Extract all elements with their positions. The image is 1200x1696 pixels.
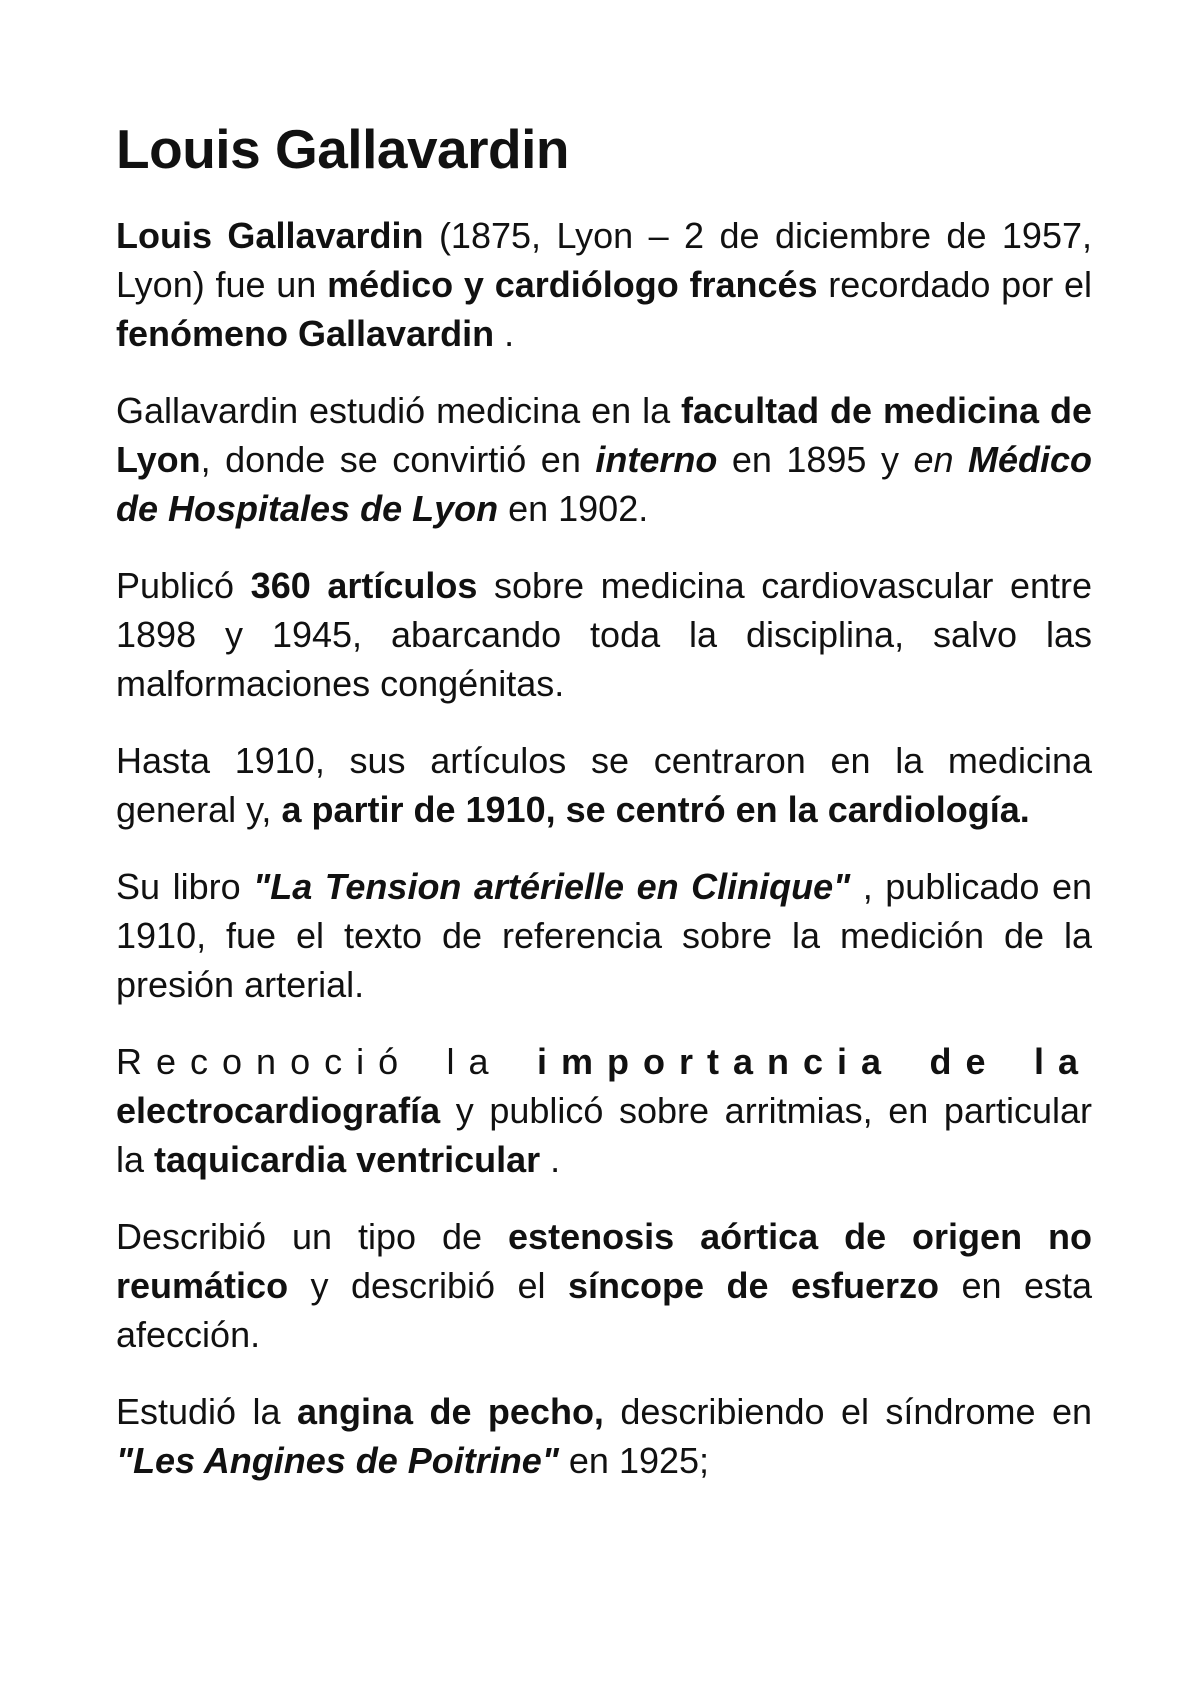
- text-span: Publicó: [116, 565, 251, 607]
- text-span: describiendo el síndrome en: [603, 1391, 1092, 1433]
- bold-italic-angina-book: [116, 1440, 559, 1481]
- italic-intern: interno: [595, 439, 718, 481]
- text-span: Gallavardin estudió medicina en la: [116, 390, 682, 432]
- paragraph-intro: [116, 211, 1092, 358]
- paragraph-focus: [116, 736, 1092, 834]
- bold-articles: 360 artículos: [250, 565, 478, 607]
- bold-importance: importancia de la: [537, 1041, 1092, 1083]
- bold-profession: médico y cardiólogo francés: [327, 264, 818, 306]
- paragraph-publications: [116, 561, 1092, 708]
- page-title: Louis Gallavardin: [116, 118, 570, 180]
- spaced-text-span: Reconoció la: [116, 1041, 538, 1083]
- paragraph-angina: [116, 1387, 1092, 1485]
- paragraph-ecg: [116, 1037, 1092, 1184]
- text-span: recordado por el: [817, 264, 1092, 306]
- text-span: , donde se convirtió en: [200, 439, 596, 481]
- bold-name: Louis Gallavardin: [116, 215, 424, 257]
- text-span: en 1902.: [498, 488, 649, 530]
- bold-cardiology: a partir de 1910, se centró en la cardiología.: [281, 789, 1030, 831]
- text-span: Hasta 1910, sus artículos se centraron en la medicina general y,: [116, 740, 1092, 831]
- paragraph-book: [116, 862, 1092, 1009]
- bold-italic-intern: [595, 439, 717, 480]
- text-span: Describió un tipo de: [116, 1216, 509, 1258]
- text-span: en 1925;: [558, 1440, 710, 1482]
- text-span: y publicó sobre arritmias, en particular la: [116, 1090, 1092, 1181]
- italic-angina-book: "Les Angines de Poitrine": [116, 1440, 559, 1482]
- bold-faculty: facultad de medicina de Lyon: [116, 390, 1092, 481]
- bold-italic-book-title: [253, 866, 850, 907]
- italic-en: en: [913, 439, 968, 481]
- bold-angina: angina de pecho,: [297, 1391, 604, 1433]
- bold-phenomenon: fenómeno Gallavardin: [116, 313, 495, 355]
- bold-syncope: síncope de esfuerzo: [567, 1265, 939, 1307]
- text-span: .: [540, 1139, 561, 1181]
- bold-ecg: electrocardiografía: [116, 1090, 441, 1132]
- text-span: sobre medicina cardiovascular entre 1898 y 1945, abarcando toda la disciplina, salvo las malformaciones congénitas.: [116, 565, 1092, 705]
- text-span: (1875, Lyon – 2 de diciembre de 1957, Lyon) fue un: [116, 215, 1092, 306]
- text-span: en esta afección.: [116, 1265, 1092, 1356]
- paragraph-education: [116, 386, 1092, 533]
- bold-tachycardia: taquicardia ventricular: [154, 1139, 541, 1181]
- text-span: , publicado en 1910, fue el texto de referencia sobre la medición de la presión arterial.: [116, 866, 1092, 1006]
- italic-book-title: "La Tension artérielle en Clinique": [253, 866, 851, 908]
- text-span: .: [494, 313, 515, 355]
- italic-hospitals: Médico de Hospitales de Lyon: [116, 439, 1093, 530]
- paragraph-stenosis: [116, 1212, 1092, 1359]
- text-span: y describió el: [288, 1265, 568, 1307]
- text-span: Estudió la: [116, 1391, 297, 1433]
- text-span: Su libro: [116, 866, 254, 908]
- text-span: en 1895 y: [717, 439, 914, 481]
- bold-stenosis: estenosis aórtica de origen no reumático: [116, 1216, 1093, 1307]
